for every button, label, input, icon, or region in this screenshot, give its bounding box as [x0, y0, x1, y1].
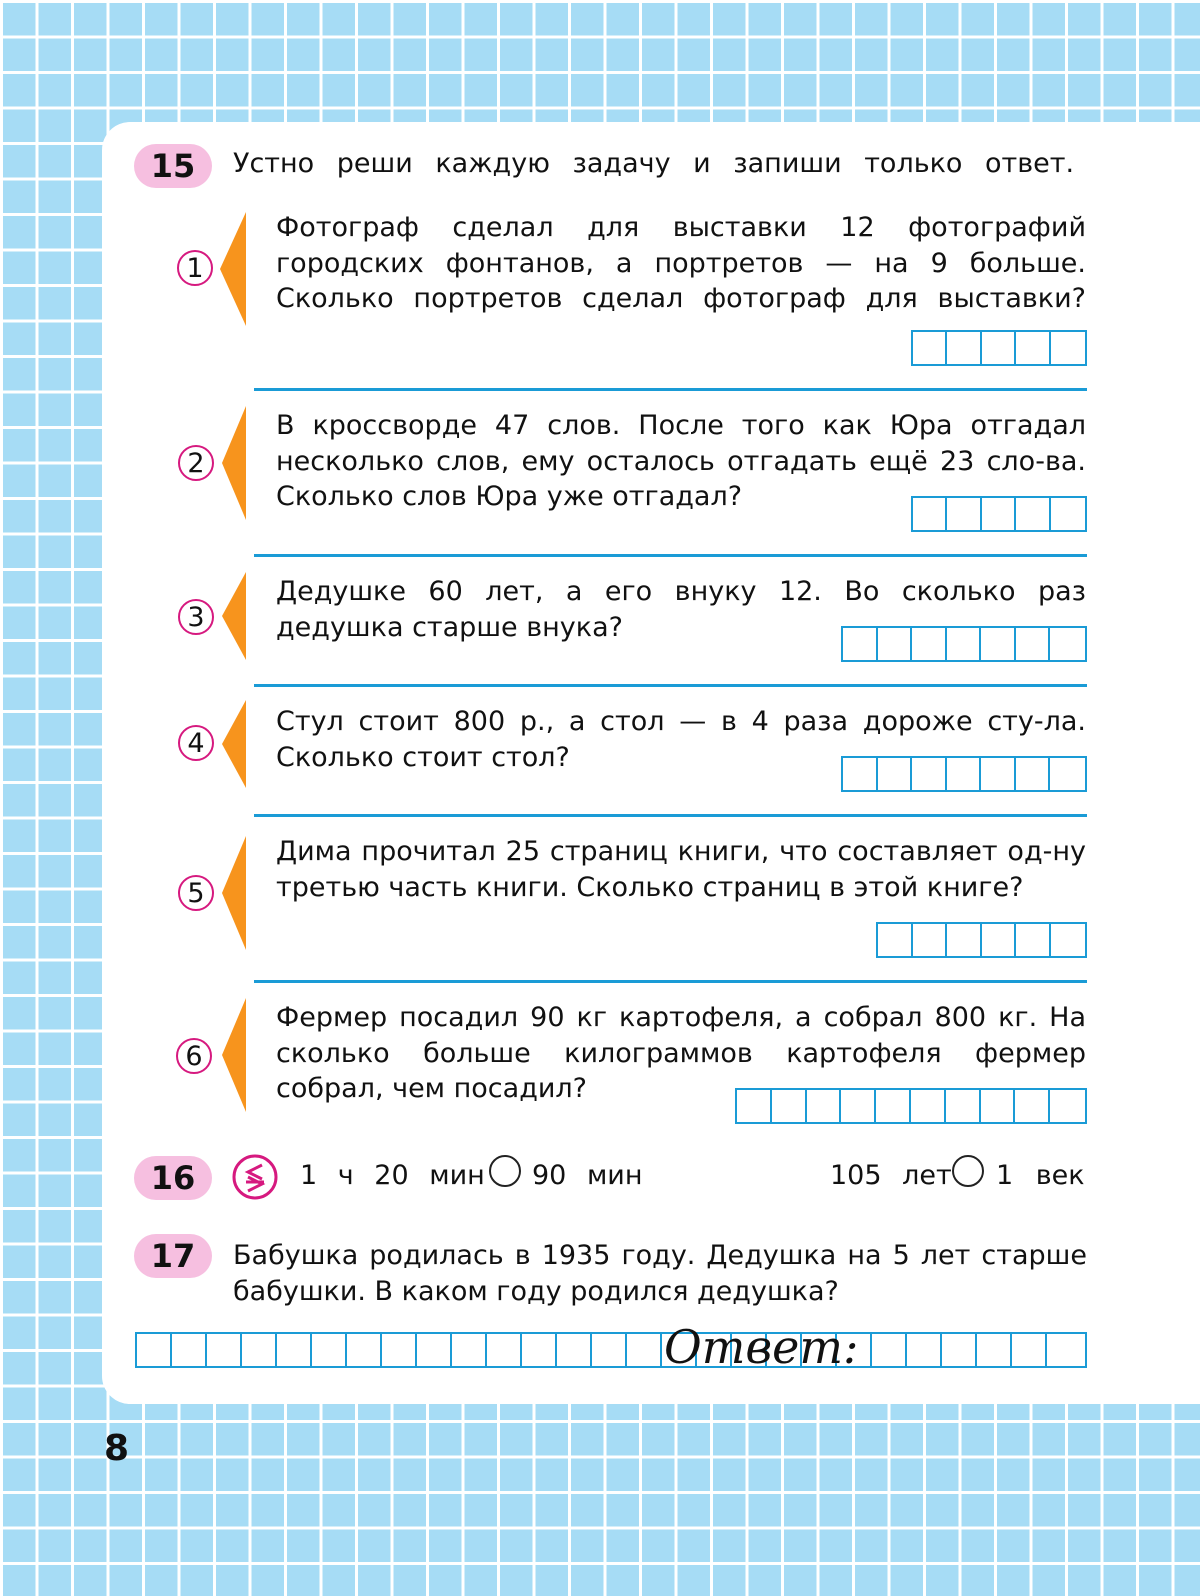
answer-label: Ответ:: [664, 1320, 859, 1374]
problem-2-answer-cells[interactable]: [911, 496, 1087, 532]
problem-5-text: Дима прочитал 25 страниц книги, что составляет од-ну третью часть книги. Сколько страниц в этой книге?: [276, 836, 1086, 903]
problem-2-text: В кроссворде 47 слов. После того как Юра отгадал несколько слов, ему осталось отгадать ещё 23 сло-ва. Сколько слов Юра уже отгадал?: [276, 410, 1086, 512]
compare-right-a: 105 лет: [830, 1160, 952, 1191]
orange-triangle-icon: [222, 836, 246, 950]
problem-6-text: Фермер посадил 90 кг картофеля, а собрал 800 кг. На сколько больше килограммов картофеля фермер собрал, чем посадил?: [276, 1002, 1086, 1104]
compare-left-b: 90 мин: [532, 1160, 643, 1191]
problem-4-number: 4: [178, 725, 214, 761]
orange-triangle-icon: [220, 212, 246, 326]
task-17-answer-cells[interactable]: [135, 1332, 1087, 1368]
separator-line: [254, 684, 1087, 687]
problem-4-answer-cells[interactable]: [841, 756, 1087, 792]
separator-line: [254, 554, 1087, 557]
compare-sign-icon: [231, 1153, 279, 1201]
problem-3-number: 3: [178, 599, 214, 635]
problem-1-number: 1: [177, 250, 213, 286]
separator-line: [254, 388, 1087, 391]
compare-circle-left[interactable]: [489, 1155, 521, 1187]
problem-3-text: Дедушке 60 лет, а его внуку 12. Во сколько раз дедушка старше внука?: [276, 576, 1086, 643]
task-16-number: 16: [150, 1159, 196, 1197]
orange-triangle-icon: [222, 998, 246, 1112]
compare-left-a: 1 ч 20 мин: [300, 1160, 485, 1191]
problem-2-number: 2: [178, 445, 214, 481]
task-17-text: Бабушка родилась в 1935 году. Дедушка на 5 лет старше бабушки. В каком году родился дедушка?: [233, 1240, 1087, 1307]
problem-5-number: 5: [178, 875, 214, 911]
task-17-badge: [134, 1234, 212, 1278]
page-number: 8: [104, 1428, 130, 1469]
task-17-number: 17: [150, 1237, 196, 1275]
orange-triangle-icon: [222, 700, 246, 788]
compare-circle-right[interactable]: [952, 1155, 984, 1187]
orange-triangle-icon: [222, 572, 246, 660]
problem-4-text: Стул стоит 800 р., а стол — в 4 раза дороже сту-ла. Сколько стоит стол?: [276, 706, 1086, 773]
task-15-badge: [134, 144, 212, 188]
orange-triangle-icon: [222, 406, 246, 520]
task-16-badge: [134, 1156, 212, 1200]
task-15-instruction: Устно реши каждую задачу и запиши только ответ.: [233, 148, 1075, 179]
separator-line: [254, 814, 1087, 817]
compare-right-b: 1 век: [996, 1160, 1085, 1191]
problem-3-answer-cells[interactable]: [841, 626, 1087, 662]
task-15-number: 15: [150, 147, 196, 185]
problem-6-number: 6: [176, 1038, 212, 1074]
problem-5-answer-cells[interactable]: [876, 922, 1087, 958]
problem-1-answer-cells[interactable]: [911, 330, 1087, 366]
problem-6-answer-cells[interactable]: [735, 1088, 1087, 1124]
problem-1-text: Фотограф сделал для выставки 12 фотографий городских фонтанов, а портретов — на 9 больше. Сколько портретов сделал фотограф для выставки?: [276, 212, 1086, 314]
separator-line: [254, 980, 1087, 983]
